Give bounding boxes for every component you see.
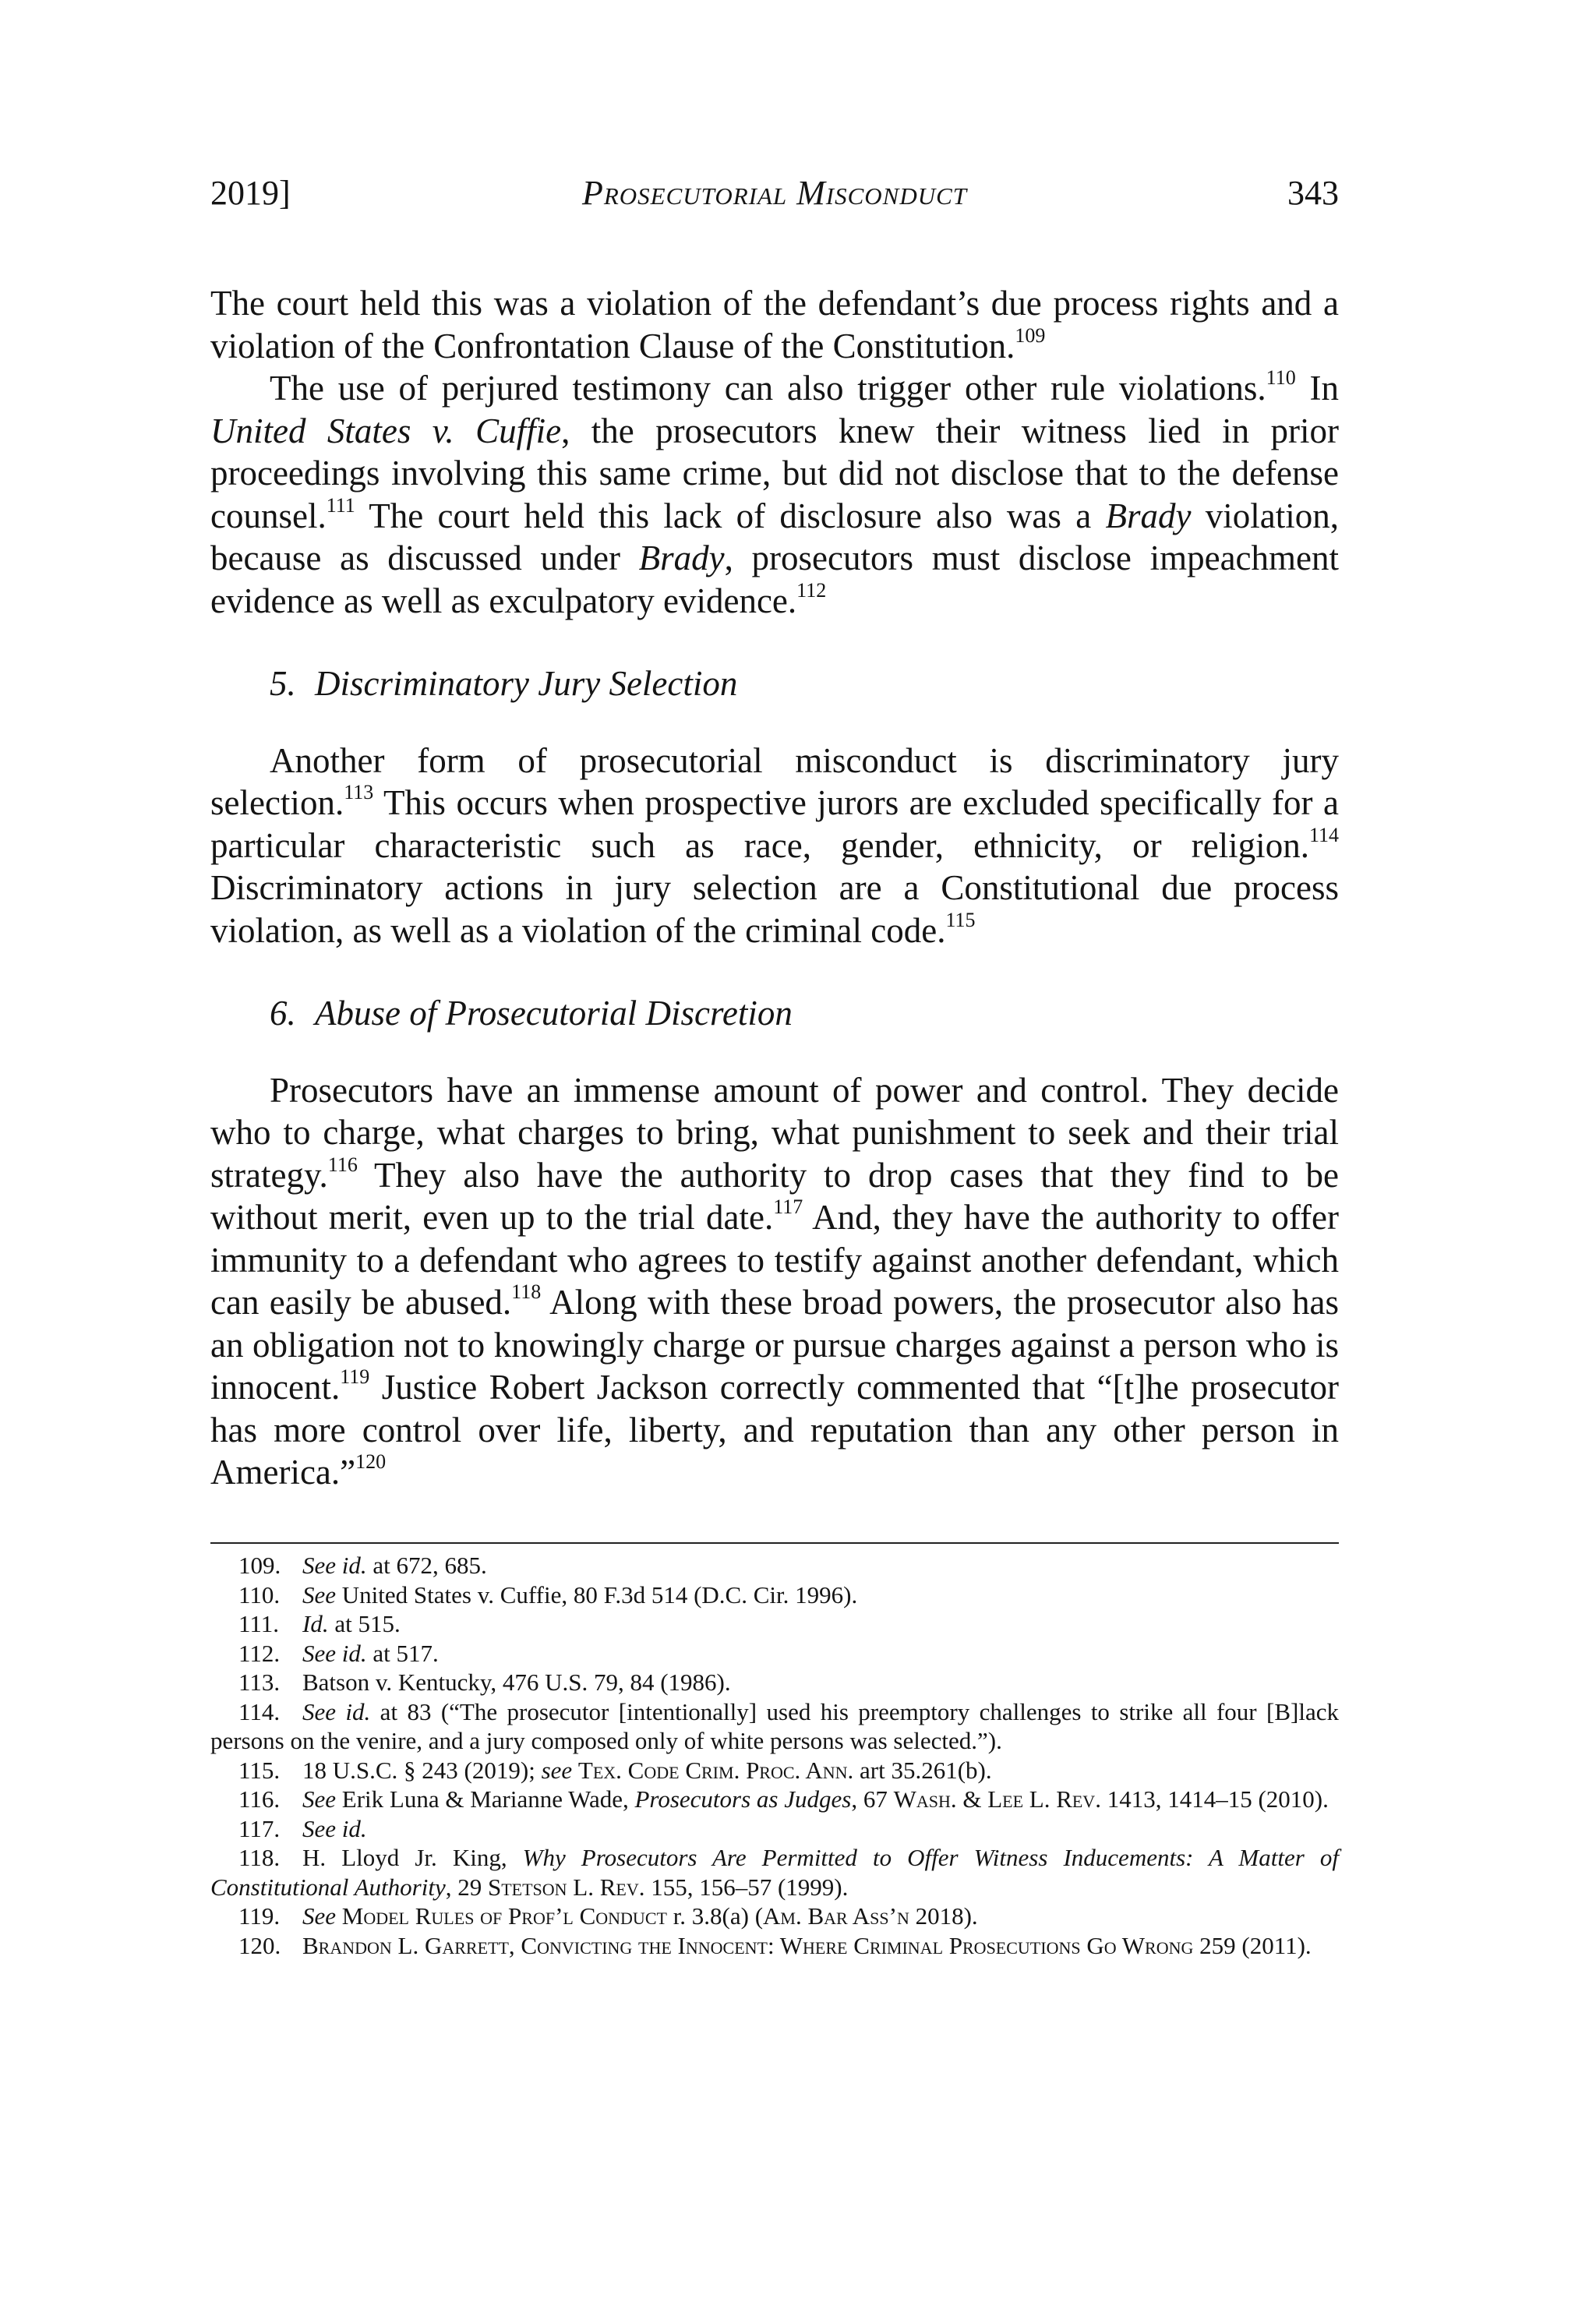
footnote-115	[210, 1756, 1339, 1785]
footnote-number: 116.	[238, 1785, 281, 1813]
section-title: Abuse of Prosecutorial Discretion	[315, 994, 793, 1033]
case-name-cuffie: United States v. Cuffie	[210, 411, 562, 450]
paragraph-3	[210, 740, 1339, 952]
footnote-text: art 35.261(b).	[853, 1756, 992, 1784]
footnote-ref-114[interactable]: 114	[1308, 823, 1339, 846]
footnote-ref-118[interactable]: 118	[511, 1280, 542, 1303]
footnote-number: 114.	[238, 1697, 281, 1725]
citation-signal: Id.	[302, 1610, 329, 1637]
footnote-text: 2018).	[909, 1902, 978, 1930]
article-title: Why Prosecutors Are Permitted to Offer Witness Inducements: A Matter of Constitutional Authority	[210, 1844, 1339, 1901]
footnote-number: 110.	[238, 1580, 281, 1608]
footnote-text: United States v. Cuffie, 80 F.3d 514 (D.C. Cir. 1996).	[336, 1580, 858, 1608]
statute-name: Tex. Code Crim. Proc. Ann.	[577, 1756, 854, 1784]
rules-name: Model Rules of Prof’l Conduct	[341, 1902, 667, 1930]
organization-name: Am. Bar Ass’n	[763, 1902, 909, 1930]
case-name-brady: Brady	[638, 539, 725, 577]
footnote-number: 118.	[238, 1844, 281, 1871]
footnote-text: 1413, 1414–15 (2010).	[1100, 1785, 1329, 1813]
footnote-120	[210, 1931, 1339, 1961]
paragraph-1-text: The court held this was a violation of the defendant’s due process rights and a violation of the Confrontation Clause of the Constitution.	[210, 284, 1339, 365]
footnote-text: , 67	[851, 1785, 894, 1813]
footnote-111	[210, 1609, 1339, 1639]
paragraph-2-text-f: , prosecutors must disclose impeachment evidence as well as exculpatory evidence.	[210, 539, 1339, 620]
section-heading-6	[210, 992, 1339, 1035]
header-running-title: Prosecutorial Misconduct	[581, 174, 968, 212]
paragraph-4-text-c: And, they have the authority to offer immunity to a defendant who agrees to testify against another defendant, which can easily be abused.	[210, 1198, 1340, 1322]
footnote-text: 259 (2011).	[1193, 1931, 1312, 1959]
footnote-ref-116[interactable]: 116	[327, 1153, 358, 1176]
citation-signal: see	[541, 1756, 573, 1784]
footnote-ref-117[interactable]: 117	[773, 1195, 803, 1218]
citation-signal: See id.	[302, 1814, 367, 1842]
footnote-text: 155, 156–57 (1999).	[644, 1873, 849, 1901]
footnote-ref-109[interactable]: 109	[1015, 323, 1046, 347]
footnote-ref-111[interactable]: 111	[326, 493, 355, 517]
journal-name: Wash. & Lee L. Rev.	[893, 1785, 1101, 1813]
footnote-number: 111.	[238, 1610, 279, 1637]
footnote-number: 115.	[238, 1756, 281, 1784]
citation-signal: See id.	[302, 1552, 367, 1579]
paragraph-2-text-e: violation, because as discussed under	[210, 496, 1339, 577]
book-title: Brandon L. Garrett, Convicting the Innocent: Where Criminal Prosecutions Go Wrong	[302, 1931, 1194, 1959]
footnote-text: H. Lloyd Jr. King,	[302, 1844, 523, 1871]
footnote-text: at 672, 685.	[366, 1552, 487, 1579]
journal-name: Stetson L. Rev.	[487, 1873, 645, 1901]
footnote-text: 18 U.S.C. § 243 (2019);	[302, 1756, 542, 1784]
footnote-110	[210, 1580, 1339, 1610]
footnote-117	[210, 1814, 1339, 1844]
citation-signal: See id.	[302, 1697, 371, 1725]
footnote-ref-115[interactable]: 115	[945, 908, 976, 931]
running-header	[210, 170, 1339, 217]
footnote-ref-120[interactable]: 120	[355, 1450, 387, 1473]
section-title: Discriminatory Jury Selection	[315, 664, 738, 703]
footnote-113	[210, 1668, 1339, 1697]
paragraph-3-text-a: Another form of prosecutorial misconduct is discriminatory jury selection.	[210, 740, 1339, 822]
paragraph-2-text-b: In	[1295, 369, 1339, 408]
main-text	[210, 282, 1339, 1494]
paragraph-4-text-e: Justice Robert Jackson correctly commented that “[t]he prosecutor has more control over life, liberty, and reputation than any other person in America.”	[210, 1368, 1339, 1492]
footnote-ref-110[interactable]: 110	[1266, 366, 1296, 389]
footnote-ref-113[interactable]: 113	[344, 781, 374, 803]
citation-signal: See	[302, 1902, 337, 1930]
footnote-text: at 515.	[328, 1610, 401, 1637]
paragraph-4	[210, 1069, 1339, 1494]
paragraph-3-text-b: This occurs when prospective jurors are excluded specifically for a particular characteristic such as race, gender, ethnicity, or religion.	[210, 783, 1339, 865]
paragraph-2-text-c: , the prosecutors knew their witness lied in prior proceedings involving this same crime, but did not disclose that to the defense counsel.	[210, 411, 1339, 535]
footnote-text	[572, 1757, 578, 1784]
citation-signal: See id.	[302, 1639, 367, 1667]
footnote-text: at 83 (“The prosecutor [intentionally] used his preemptory challenges to strike all four [B]lack persons on the venire, and a jury composed only of white persons was selected.”).	[210, 1697, 1339, 1754]
footnote-number: 113.	[238, 1668, 281, 1696]
footnote-text: r. 3.8(a) (	[666, 1902, 764, 1930]
footnote-text	[336, 1902, 342, 1930]
paragraph-2-text-d: The court held this lack of disclosure also was a	[355, 496, 1106, 535]
paragraph-2	[210, 367, 1339, 622]
case-name-brady: Brady	[1105, 496, 1192, 535]
footnote-divider	[210, 1542, 1339, 1544]
footnote-text: Erik Luna & Marianne Wade,	[336, 1785, 635, 1813]
citation-signal: See	[302, 1785, 337, 1813]
paragraph-3-text-c: Discriminatory actions in jury selection are a Constitutional due process violation, as well as a violation of the criminal code.	[210, 868, 1339, 950]
footnote-number: 120.	[238, 1931, 281, 1959]
footnote-text: , 29	[445, 1873, 488, 1901]
section-number: 5.	[270, 664, 296, 703]
citation-signal: See	[302, 1580, 337, 1608]
footnote-text: Batson v. Kentucky, 476 U.S. 79, 84 (1986).	[302, 1668, 731, 1696]
paragraph-2-text-a: The use of perjured testimony can also trigger other rule violations.	[270, 369, 1266, 408]
paragraph-4-text-b: They also have the authority to drop cases that they find to be without merit, even up to the trial date.	[210, 1155, 1339, 1237]
page-number: 343	[1287, 174, 1339, 212]
article-title: Prosecutors as Judges	[634, 1785, 852, 1813]
footnote-text: at 517.	[366, 1639, 439, 1667]
paragraph-1	[210, 282, 1339, 367]
footnote-number: 112.	[238, 1639, 281, 1667]
footnote-114	[210, 1697, 1339, 1756]
footnote-112	[210, 1639, 1339, 1668]
footnote-116	[210, 1785, 1339, 1814]
section-heading-5	[210, 662, 1339, 705]
footnote-118	[210, 1843, 1339, 1902]
header-year: 2019]	[210, 174, 291, 212]
footnote-number: 119.	[238, 1902, 281, 1930]
footnote-number: 109.	[238, 1552, 281, 1579]
footnote-119	[210, 1902, 1339, 1931]
paragraph-4-text-a: Prosecutors have an immense amount of power and control. They decide who to charge, what charges to bring, what punishment to seek and their trial strategy.	[210, 1070, 1339, 1195]
footnote-109	[210, 1551, 1339, 1580]
section-number: 6.	[270, 994, 296, 1033]
footnotes	[210, 1551, 1339, 1960]
footnote-number: 117.	[238, 1814, 281, 1842]
footnote-ref-112[interactable]: 112	[796, 578, 827, 602]
footnote-ref-119[interactable]: 119	[340, 1365, 370, 1388]
paragraph-4-text-d: Along with these broad powers, the prosecutor also has an obligation not to knowingly charge or pursue charges against a person who is innocent.	[210, 1283, 1339, 1407]
